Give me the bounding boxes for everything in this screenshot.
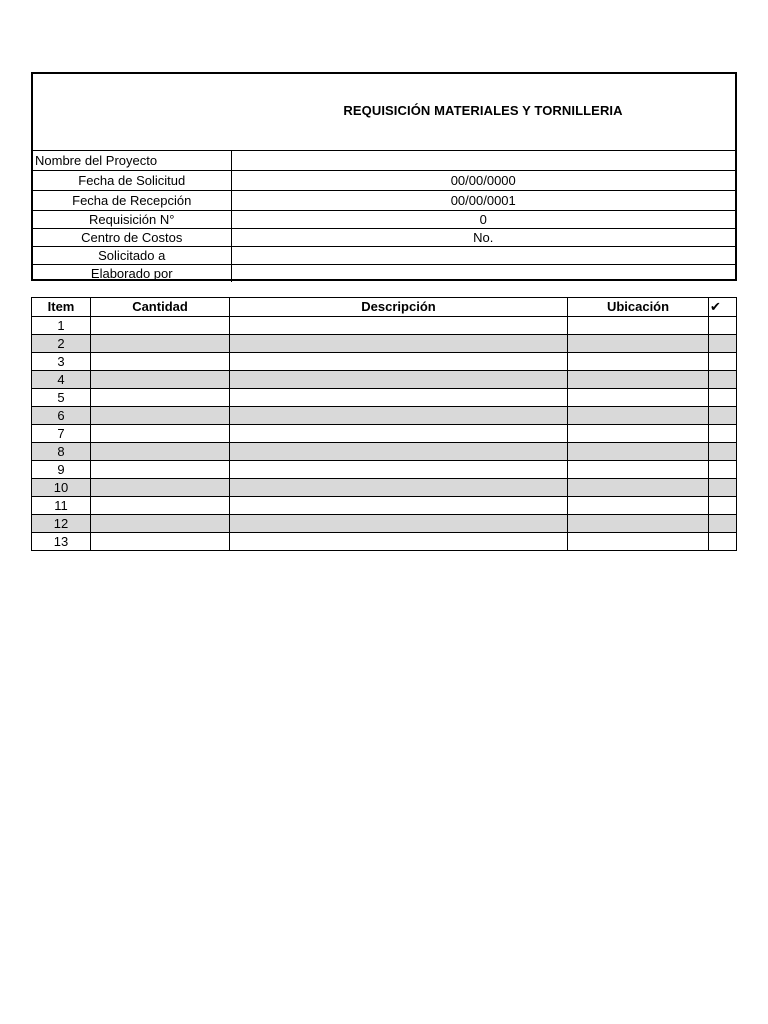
table-row [32,443,737,461]
quantity-cell[interactable] [91,353,230,371]
info-row-project [33,151,735,170]
description-cell[interactable] [230,515,568,533]
table-row [32,533,737,551]
prepared-by-label: Elaborado por [33,264,231,282]
description-cell[interactable] [230,407,568,425]
check-cell[interactable] [709,407,737,425]
check-cell[interactable] [709,515,737,533]
column-header-item: Item [32,298,91,317]
project-name-label: Nombre del Proyecto [33,151,231,170]
location-cell[interactable] [568,335,709,353]
description-cell[interactable] [230,353,568,371]
item-number-cell: 2 [32,335,91,353]
description-cell[interactable] [230,461,568,479]
location-cell[interactable] [568,497,709,515]
quantity-cell[interactable] [91,443,230,461]
check-cell[interactable] [709,461,737,479]
item-number-cell: 7 [32,425,91,443]
description-cell[interactable] [230,425,568,443]
document-title: REQUISICIÓN MATERIALES Y TORNILLERIA [343,103,623,118]
check-cell[interactable] [709,443,737,461]
info-row-request-date [33,170,735,190]
check-cell[interactable] [709,353,737,371]
quantity-cell[interactable] [91,425,230,443]
description-cell[interactable] [230,533,568,551]
item-number-cell: 4 [32,371,91,389]
quantity-cell[interactable] [91,371,230,389]
items-body [32,317,737,551]
table-row [32,425,737,443]
item-number-cell: 12 [32,515,91,533]
check-cell[interactable] [709,371,737,389]
location-cell[interactable] [568,407,709,425]
check-cell[interactable] [709,479,737,497]
table-row [32,479,737,497]
request-date-label: Fecha de Solicitud [33,170,231,190]
column-header-quantity: Cantidad [91,298,230,317]
location-cell[interactable] [568,461,709,479]
info-row-requisition-number [33,210,735,228]
quantity-cell[interactable] [91,497,230,515]
description-cell[interactable] [230,389,568,407]
table-row [32,389,737,407]
quantity-cell[interactable] [91,317,230,335]
quantity-cell[interactable] [91,389,230,407]
check-cell[interactable] [709,389,737,407]
item-number-cell: 3 [32,353,91,371]
table-row [32,497,737,515]
table-row [32,371,737,389]
quantity-cell[interactable] [91,479,230,497]
info-row-prepared-by [33,264,735,282]
location-cell[interactable] [568,353,709,371]
description-cell[interactable] [230,497,568,515]
reception-date-label: Fecha de Recepción [33,190,231,210]
check-cell[interactable] [709,497,737,515]
item-number-cell: 10 [32,479,91,497]
project-name-value[interactable] [231,151,735,170]
description-cell[interactable] [230,443,568,461]
location-cell[interactable] [568,533,709,551]
item-number-cell: 5 [32,389,91,407]
location-cell[interactable] [568,479,709,497]
item-number-cell: 8 [32,443,91,461]
table-row [32,461,737,479]
description-cell[interactable] [230,371,568,389]
table-row [32,317,737,335]
items-header-row [32,298,737,317]
item-number-cell: 11 [32,497,91,515]
item-number-cell: 9 [32,461,91,479]
column-header-location: Ubicación [568,298,709,317]
quantity-cell[interactable] [91,533,230,551]
location-cell[interactable] [568,371,709,389]
cost-center-label: Centro de Costos [33,228,231,246]
location-cell[interactable] [568,425,709,443]
check-cell[interactable] [709,533,737,551]
check-cell[interactable] [709,335,737,353]
description-cell[interactable] [230,317,568,335]
request-date-value[interactable]: 00/00/0000 [231,170,735,190]
requisition-header [31,72,737,281]
quantity-cell[interactable] [91,515,230,533]
info-table [33,151,735,282]
requisition-number-value[interactable]: 0 [231,210,735,228]
cost-center-value[interactable]: No. [231,228,735,246]
location-cell[interactable] [568,389,709,407]
info-row-reception-date [33,190,735,210]
check-cell[interactable] [709,317,737,335]
table-row [32,335,737,353]
check-cell[interactable] [709,425,737,443]
column-header-description: Descripción [230,298,568,317]
item-number-cell: 6 [32,407,91,425]
description-cell[interactable] [230,335,568,353]
items-table [31,297,737,551]
title-area [33,74,735,151]
prepared-by-value[interactable] [231,264,735,282]
info-row-requested-to [33,246,735,264]
quantity-cell[interactable] [91,461,230,479]
requested-to-label: Solicitado a [33,246,231,264]
item-number-cell: 1 [32,317,91,335]
requisition-number-label: Requisición N° [33,210,231,228]
quantity-cell[interactable] [91,407,230,425]
table-row [32,515,737,533]
location-cell[interactable] [568,317,709,335]
table-row [32,353,737,371]
reception-date-value[interactable]: 00/00/0001 [231,190,735,210]
location-cell[interactable] [568,515,709,533]
check-mark-icon: ✔ [709,298,737,317]
item-number-cell: 13 [32,533,91,551]
info-row-cost-center [33,228,735,246]
quantity-cell[interactable] [91,335,230,353]
table-row [32,407,737,425]
location-cell[interactable] [568,443,709,461]
description-cell[interactable] [230,479,568,497]
requested-to-value[interactable] [231,246,735,264]
